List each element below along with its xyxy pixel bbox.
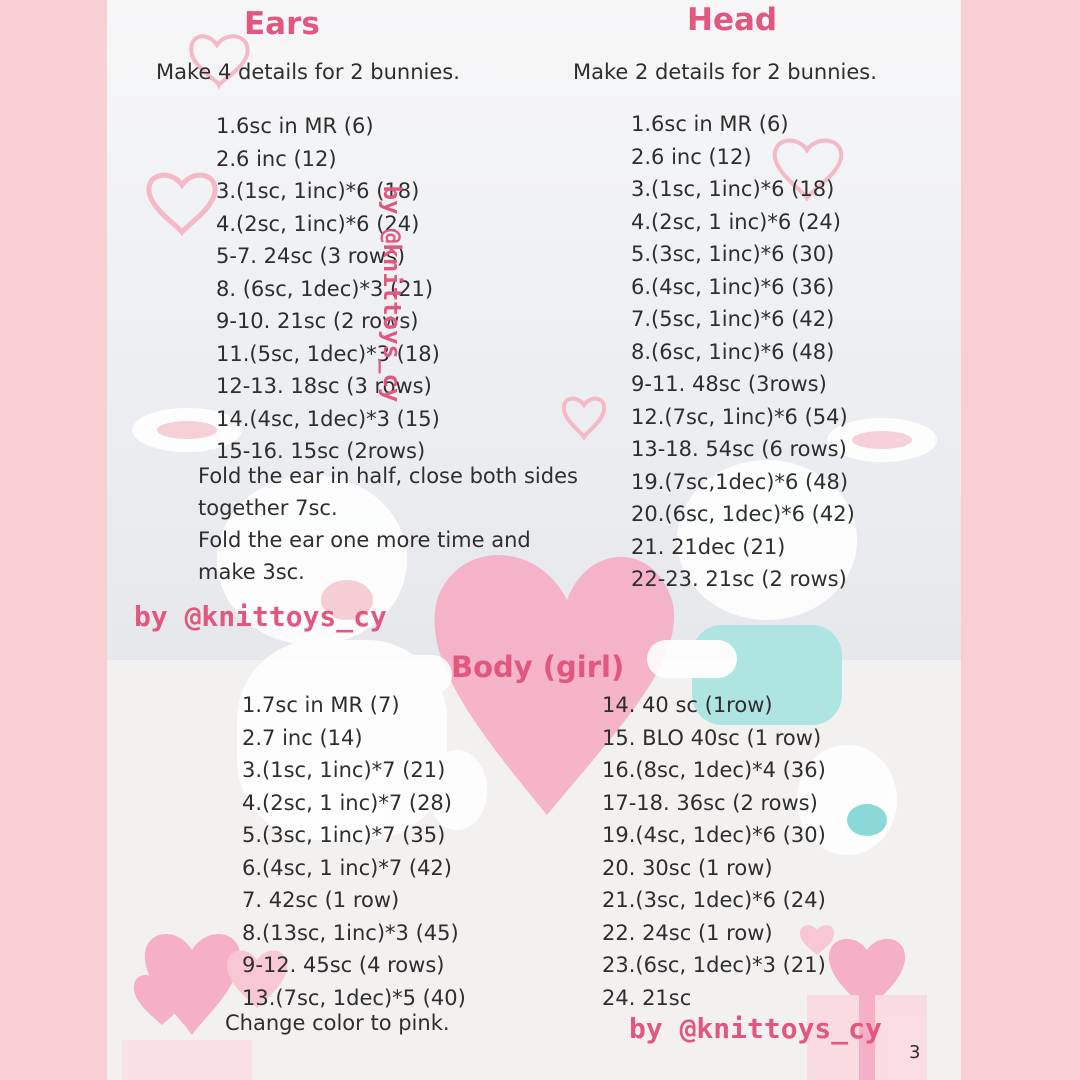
bottom-watermark: by @knittoys_cy xyxy=(629,1012,882,1045)
page-number: 3 xyxy=(909,1042,921,1063)
body-step: 7. 42sc (1 row) xyxy=(242,888,400,912)
left-watermark: by @knittoys_cy xyxy=(134,600,387,633)
ears-step: 11.(5sc, 1dec)*3 (18) xyxy=(216,341,440,366)
body-color-change-note: Change color to pink. xyxy=(225,1011,450,1035)
body-step: 22. 24sc (1 row) xyxy=(602,920,773,945)
head-step: 6.(4sc, 1inc)*6 (36) xyxy=(631,274,835,299)
head-step: 1.6sc in MR (6) xyxy=(631,112,789,136)
outline-heart xyxy=(149,175,215,232)
head-steps xyxy=(631,108,855,596)
head-step: 19.(7sc,1dec)*6 (48) xyxy=(631,469,849,494)
ears-steps xyxy=(216,110,440,468)
body-step: 24. 21sc xyxy=(602,985,692,1010)
ears-step: 9-10. 21sc (2 rows) xyxy=(216,309,419,333)
ears-title: Ears xyxy=(244,6,320,42)
body-step: 5.(3sc, 1inc)*7 (35) xyxy=(242,823,446,847)
body-right-steps xyxy=(602,689,826,1014)
body-step: 14. 40 sc (1row) xyxy=(602,693,773,717)
body-step: 6.(4sc, 1 inc)*7 (42) xyxy=(242,855,452,880)
body-step: 13.(7sc, 1dec)*5 (40) xyxy=(242,985,466,1010)
ears-note-line: Fold the ear in half, close both sides xyxy=(198,464,578,488)
ears-step: 8. (6sc, 1dec)*3 (21) xyxy=(216,276,434,301)
ears-step: 2.6 inc (12) xyxy=(216,146,337,171)
body-step: 8.(13sc, 1inc)*3 (45) xyxy=(242,920,459,945)
head-title: Head xyxy=(687,2,778,38)
ears-step: 12-13. 18sc (3 rows) xyxy=(216,374,432,398)
ears-step: 5-7. 24sc (3 rows) xyxy=(216,244,406,268)
ears-step: 3.(1sc, 1inc)*6 (18) xyxy=(216,179,420,203)
ears-subtitle: Make 4 details for 2 bunnies. xyxy=(156,60,460,84)
ears-notes xyxy=(198,460,578,588)
body-step: 19.(4sc, 1dec)*6 (30) xyxy=(602,823,826,847)
head-step: 3.(1sc, 1inc)*6 (18) xyxy=(631,177,835,201)
body-step: 1.7sc in MR (7) xyxy=(242,693,400,717)
head-step: 7.(5sc, 1inc)*6 (42) xyxy=(631,307,835,331)
body-step: 4.(2sc, 1 inc)*7 (28) xyxy=(242,790,452,815)
body-step: 9-12. 45sc (4 rows) xyxy=(242,953,445,977)
body-step: 2.7 inc (14) xyxy=(242,725,363,750)
pattern-page xyxy=(107,0,961,1080)
head-step: 5.(3sc, 1inc)*6 (30) xyxy=(631,242,835,266)
head-step: 22-23. 21sc (2 rows) xyxy=(631,567,847,591)
head-step: 13-18. 54sc (6 rows) xyxy=(631,437,847,461)
body-step: 23.(6sc, 1dec)*3 (21) xyxy=(602,953,826,977)
body-title: Body (girl) xyxy=(451,650,625,684)
ears-step: 15-16. 15sc (2rows) xyxy=(216,439,426,463)
ears-step: 1.6sc in MR (6) xyxy=(216,114,374,138)
body-step: 15. BLO 40sc (1 row) xyxy=(602,725,822,750)
ears-step: 14.(4sc, 1dec)*3 (15) xyxy=(216,406,440,431)
ears-note-line: make 3sc. xyxy=(198,560,305,584)
body-left-steps xyxy=(242,689,466,1014)
ears-note-line: together 7sc. xyxy=(198,496,338,520)
head-step: 2.6 inc (12) xyxy=(631,144,752,169)
ears-step: 4.(2sc, 1inc)*6 (24) xyxy=(216,211,420,236)
body-step: 17-18. 36sc (2 rows) xyxy=(602,790,818,815)
head-step: 4.(2sc, 1 inc)*6 (24) xyxy=(631,209,841,234)
outline-heart xyxy=(564,399,604,437)
head-subtitle: Make 2 details for 2 bunnies. xyxy=(573,60,877,84)
body-step: 16.(8sc, 1dec)*4 (36) xyxy=(602,758,826,782)
head-step: 21. 21dec (21) xyxy=(631,534,786,559)
body-step: 20. 30sc (1 row) xyxy=(602,855,773,880)
ears-note-line: Fold the ear one more time and xyxy=(198,528,531,552)
head-step: 9-11. 48sc (3rows) xyxy=(631,372,827,396)
body-step: 21.(3sc, 1dec)*6 (24) xyxy=(602,888,826,912)
vertical-watermark: by @knittoys_cy xyxy=(378,185,406,403)
head-step: 20.(6sc, 1dec)*6 (42) xyxy=(631,502,855,526)
head-step: 12.(7sc, 1inc)*6 (54) xyxy=(631,404,848,429)
body-step: 3.(1sc, 1inc)*7 (21) xyxy=(242,758,446,782)
head-step: 8.(6sc, 1inc)*6 (48) xyxy=(631,339,835,364)
